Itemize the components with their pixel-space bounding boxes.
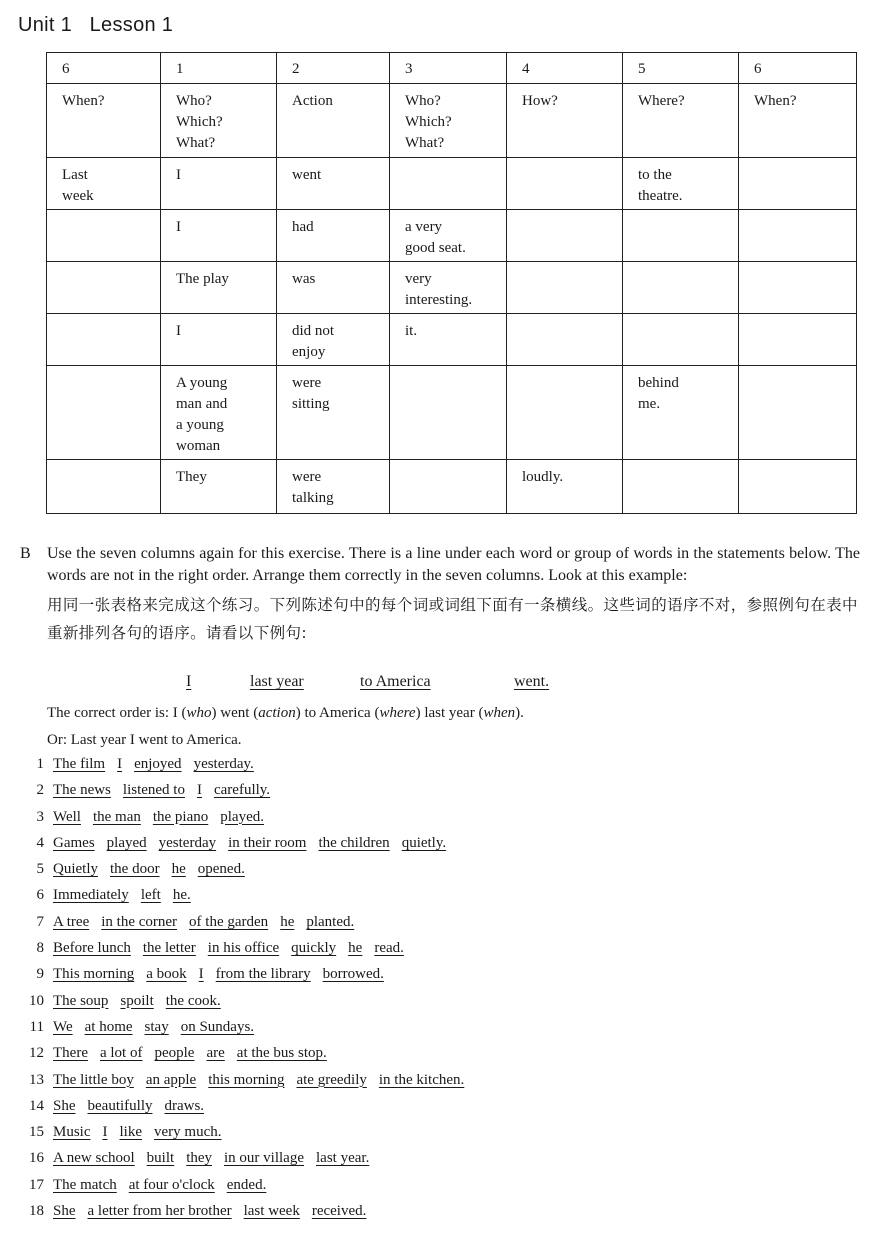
table-cell: Who? Which? What?	[390, 84, 507, 158]
exercise-item	[18, 1072, 858, 1098]
exercise-word-group: Music	[53, 1124, 91, 1141]
table-cell: did not enjoy	[277, 314, 390, 366]
table-number-row	[47, 53, 857, 84]
exercise-word-group: quickly	[291, 940, 337, 957]
exercise-word-group: Before lunch	[53, 940, 131, 957]
table-cell	[739, 262, 857, 314]
exercise-number: 13	[29, 1071, 44, 1088]
exercise-word-group: people	[154, 1045, 195, 1062]
exercise-number: 10	[29, 992, 44, 1009]
table-cell	[47, 262, 161, 314]
exercise-word-group: The match	[53, 1176, 117, 1193]
correct-order-line	[47, 702, 524, 724]
table-cell	[390, 460, 507, 514]
table-cell: When?	[47, 84, 161, 158]
table-cell: loudly.	[507, 460, 623, 514]
instruction-english: Use the seven columns again for this exercise. There is a line under each word or group of words in the statements below. The words are not in the right order. Arrange them correctly in the seven columns. Look at this example:	[47, 545, 860, 584]
exercise-word-group: he	[348, 940, 363, 957]
table-cell	[739, 158, 857, 210]
table-question-row	[47, 84, 857, 158]
exercise-word-group: There	[53, 1045, 88, 1062]
exercise-word-group: read.	[374, 940, 404, 957]
exercise-word-group: spoilt	[120, 992, 154, 1009]
exercise-item	[18, 887, 858, 913]
unit-label: Unit 1	[18, 14, 73, 36]
table-cell: were sitting	[277, 366, 390, 460]
table-cell	[739, 460, 857, 514]
table-cell: 6	[739, 53, 857, 84]
table-cell	[390, 366, 507, 460]
exercise-word-group: he.	[172, 887, 191, 904]
exercise-word-group: Games	[53, 834, 95, 851]
table-cell	[623, 460, 739, 514]
exercise-number: 15	[29, 1124, 44, 1141]
exercise-word-group: I	[198, 966, 204, 983]
exercise-word-group: a letter from her brother	[87, 1203, 232, 1220]
table-row	[47, 210, 857, 262]
exercise-word-group: a book	[146, 966, 187, 983]
table-cell	[739, 314, 857, 366]
exercise-word-group: quietly.	[401, 834, 447, 851]
table-cell: were talking	[277, 460, 390, 514]
exercise-number: 4	[36, 834, 44, 851]
table-row	[47, 158, 857, 210]
exercise-number: 1	[36, 756, 44, 772]
table-cell	[507, 262, 623, 314]
exercise-word-group: The film	[53, 756, 106, 772]
exercise-number: 6	[36, 887, 44, 904]
exercise-word-group: received.	[311, 1203, 367, 1220]
exercise-word-group: Immediately	[53, 887, 129, 904]
exercise-item	[18, 1045, 858, 1071]
exercise-item	[18, 1124, 858, 1150]
exercise-word-group: played	[106, 834, 147, 851]
correct-order-text: The correct order is: I (who) went (action) to America (where) last year (when).	[47, 705, 524, 721]
table-cell: Action	[277, 84, 390, 158]
exercise-word-group: in his office	[207, 940, 280, 957]
exercise-word-group: at four o'clock	[128, 1176, 215, 1193]
table-cell: very interesting.	[390, 262, 507, 314]
exercise-word-group: listened to	[122, 782, 185, 799]
table-cell	[739, 366, 857, 460]
exercise-word-group: enjoyed	[134, 756, 182, 772]
table-row	[47, 366, 857, 460]
table-cell	[739, 210, 857, 262]
exercise-word-group: last week	[243, 1203, 300, 1220]
exercise-item	[18, 940, 858, 966]
exercise-item	[18, 1019, 858, 1045]
exercise-item	[18, 966, 858, 992]
exercise-word-group: I	[102, 1124, 108, 1141]
exercise-number: 16	[29, 1150, 44, 1167]
exercise-word-group: I	[196, 782, 202, 799]
exercise-word-group: I	[117, 756, 123, 772]
instruction-chinese: 用同一张表格来完成这个练习。下列陈述句中的每个词或词组下面有一条横线。这些词的语序不对，参照例句在表中重新排列各句的语序。请看以下例句:	[47, 596, 858, 642]
exercise-word-group: like	[119, 1124, 142, 1141]
table-cell: 5	[623, 53, 739, 84]
section-b	[20, 543, 860, 748]
table-cell	[47, 460, 161, 514]
table-cell: 3	[390, 53, 507, 84]
table-row	[47, 314, 857, 366]
exercise-item	[18, 861, 858, 887]
exercise-word-group: the letter	[142, 940, 196, 957]
table-cell: The play	[161, 262, 277, 314]
exercise-item	[18, 809, 858, 835]
exercise-word-group: in our village	[224, 1150, 304, 1167]
exercise-word-group: at home	[84, 1018, 133, 1035]
exercise-word-group: from the library	[215, 966, 311, 983]
exercise-number: 8	[36, 940, 44, 957]
exercise-word-group: stay	[144, 1018, 169, 1035]
exercise-word-group: beautifully	[87, 1097, 153, 1114]
exercise-word-group: carefully.	[213, 782, 271, 799]
exercise-word-group: yesterday.	[193, 756, 254, 772]
example-word: to America	[360, 673, 431, 690]
table-cell: They	[161, 460, 277, 514]
exercise-item	[18, 782, 858, 808]
table-cell: When?	[739, 84, 857, 158]
table-cell: had	[277, 210, 390, 262]
exercise-item	[18, 835, 858, 861]
table-cell	[47, 210, 161, 262]
table-cell	[507, 366, 623, 460]
table-cell	[507, 158, 623, 210]
table-row	[47, 460, 857, 514]
table-cell: Where?	[623, 84, 739, 158]
table-cell: to the theatre.	[623, 158, 739, 210]
exercise-item	[18, 993, 858, 1019]
exercise-word-group: ate greedily	[296, 1071, 367, 1088]
example-word: went.	[514, 673, 550, 690]
table-cell: it.	[390, 314, 507, 366]
exercise-list	[18, 756, 858, 1229]
exercise-word-group: Quietly	[53, 861, 98, 878]
table-cell: 2	[277, 53, 390, 84]
alternative-line: Or: Last year I went to America.	[47, 732, 242, 748]
exercise-number: 18	[29, 1203, 44, 1220]
table-cell: I	[161, 210, 277, 262]
exercise-number: 7	[36, 913, 44, 930]
exercise-word-group: We	[53, 1018, 73, 1035]
exercise-word-group: This morning	[53, 966, 135, 983]
table-cell: 4	[507, 53, 623, 84]
table-cell: went	[277, 158, 390, 210]
exercise-word-group: A new school	[53, 1150, 135, 1167]
exercise-item	[18, 756, 858, 782]
exercise-word-group: of the garden	[189, 913, 269, 930]
exercise-word-group: ended.	[226, 1176, 267, 1193]
exercise-number: 11	[29, 1018, 44, 1035]
exercise-word-group: played.	[220, 808, 264, 825]
table-cell	[623, 210, 739, 262]
table-cell	[507, 314, 623, 366]
exercise-word-group: yesterday	[158, 834, 217, 851]
exercise-word-group: at the bus stop.	[236, 1045, 327, 1062]
exercise-word-group: the piano	[152, 808, 209, 825]
exercise-word-group: he	[171, 861, 186, 878]
lesson-label: Lesson 1	[89, 14, 174, 36]
exercise-item	[18, 1098, 858, 1124]
exercise-word-group: left	[140, 887, 161, 904]
exercise-word-group: an apple	[145, 1071, 197, 1088]
exercise-word-group: a lot of	[99, 1045, 143, 1062]
exercise-word-group: very much.	[154, 1124, 222, 1141]
exercise-word-group: last year.	[316, 1150, 370, 1167]
sentence-columns-table	[46, 52, 857, 514]
exercise-word-group: in the kitchen.	[378, 1071, 465, 1088]
exercise-word-group: opened.	[197, 861, 245, 878]
exercise-number: 2	[36, 782, 44, 799]
exercise-word-group: She	[53, 1203, 76, 1220]
table-cell: Who? Which? What?	[161, 84, 277, 158]
exercise-number: 9	[36, 966, 44, 983]
example-word: I	[186, 673, 192, 690]
table-cell: 6	[47, 53, 161, 84]
exercise-word-group: are	[206, 1045, 225, 1062]
example-sentence	[20, 671, 860, 695]
table-cell	[623, 262, 739, 314]
exercise-word-group: borrowed.	[322, 966, 384, 983]
table-cell	[390, 158, 507, 210]
exercise-word-group: She	[53, 1097, 76, 1114]
exercise-number: 3	[36, 808, 44, 825]
exercise-word-group: planted.	[306, 913, 355, 930]
exercise-word-group: the man	[92, 808, 141, 825]
table-cell	[507, 210, 623, 262]
exercise-word-group: The little boy	[53, 1071, 134, 1088]
exercise-word-group: built	[146, 1150, 175, 1167]
exercise-word-group: this morning	[208, 1071, 285, 1088]
exercise-word-group: on Sundays.	[180, 1018, 255, 1035]
table-row	[47, 262, 857, 314]
table-cell: I	[161, 158, 277, 210]
example-word: last year	[250, 673, 304, 690]
exercise-item	[18, 914, 858, 940]
table-cell: a very good seat.	[390, 210, 507, 262]
page-header	[18, 14, 173, 37]
table-cell	[47, 366, 161, 460]
exercise-word-group: The news	[53, 782, 111, 799]
exercise-word-group: draws.	[164, 1097, 205, 1114]
section-letter: B	[20, 545, 31, 562]
table-cell	[47, 314, 161, 366]
exercise-number: 14	[29, 1097, 44, 1114]
exercise-word-group: The soup	[53, 992, 109, 1009]
exercise-item	[18, 1203, 858, 1229]
exercise-item	[18, 1177, 858, 1203]
table-cell: 1	[161, 53, 277, 84]
exercise-word-group: Well	[53, 808, 81, 825]
table-cell: Last week	[47, 158, 161, 210]
exercise-word-group: the cook.	[165, 992, 221, 1009]
exercise-number: 12	[29, 1045, 44, 1062]
table-cell	[623, 314, 739, 366]
exercise-word-group: A tree	[53, 913, 90, 930]
exercise-word-group: the door	[110, 861, 160, 878]
table-cell: I	[161, 314, 277, 366]
table-cell: A young man and a young woman	[161, 366, 277, 460]
exercise-number: 5	[36, 861, 44, 878]
exercise-word-group: they	[186, 1150, 213, 1167]
exercise-number: 17	[29, 1176, 44, 1193]
table-cell: was	[277, 262, 390, 314]
exercise-word-group: the children	[318, 834, 390, 851]
table-cell: How?	[507, 84, 623, 158]
exercise-word-group: he	[280, 913, 295, 930]
table-cell: behind me.	[623, 366, 739, 460]
exercise-word-group: in the corner	[101, 913, 178, 930]
exercise-word-group: in their room	[228, 834, 307, 851]
exercise-item	[18, 1150, 858, 1176]
